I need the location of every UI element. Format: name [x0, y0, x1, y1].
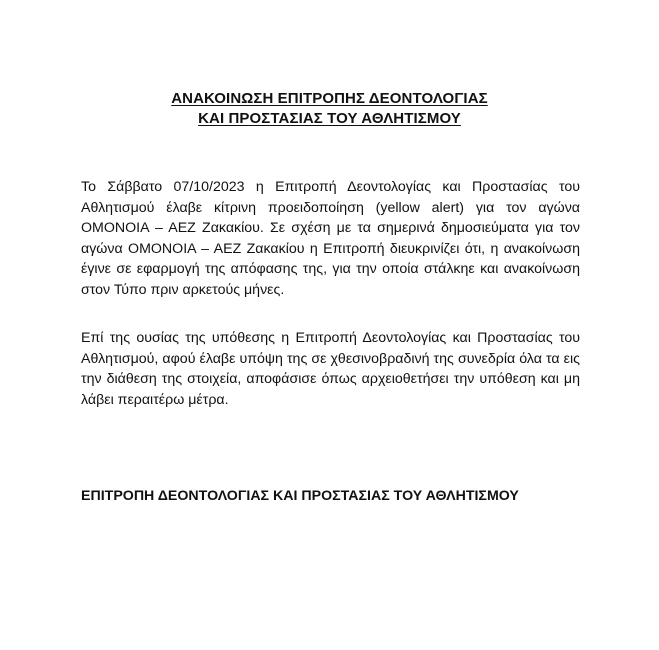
title-line-1: ΑΝΑΚΟΙΝΩΣΗ ΕΠΙΤΡΟΠΗΣ ΔΕΟΝΤΟΛΟΓΙΑΣ: [171, 90, 488, 107]
signature: ΕΠΙΤΡΟΠΗ ΔΕΟΝΤΟΛΟΓΙΑΣ ΚΑΙ ΠΡΟΣΤΑΣΙΑΣ ΤΟΥ ΑΘΛΗΤΙΣΜΟΥ: [81, 488, 519, 504]
paragraph-1: Το Σάββατο 07/10/2023 η Επιτροπή Δεοντολογίας και Προστασίας του Αθλητισμού έλαβε κίτρινη προειδοποίηση (yellow alert) για τον αγώνα ΟΜΟΝΟΙΑ – ΑΕΖ Ζακακίου. Σε σχέση με τα σημερινά δημοσιεύματα για τον αγώνα ΟΜΟΝΟΙΑ – ΑΕΖ Ζακακίου η Επιτροπή διευκρινίζει ότι, η ανακοίνωση έγινε σε εφαρμογή της απόφασης της, για την οποία στάλκηε και ανακοίνωση στον Τύπο πριν αρκετούς μήνες.: [81, 179, 580, 298]
document-title: [0, 89, 659, 129]
title-line-2: ΚΑΙ ΠΡΟΣΤΑΣΙΑΣ ΤΟΥ ΑΘΛΗΤΙΣΜΟΥ: [198, 110, 461, 127]
paragraph-2: Επί της ουσίας της υπόθεσης η Επιτροπή Δεοντολογίας και Προστασίας του Αθλητισμού, αφού έλαβε υπόψη της σε χθεσινοβραδινή της συνεδρία όλα τα εις την διάθεση της στοιχεία, αποφάσισε όπως αρχειοθετήσει την υπόθεση και μη λάβει περαιτέρω μέτρα.: [81, 330, 580, 408]
